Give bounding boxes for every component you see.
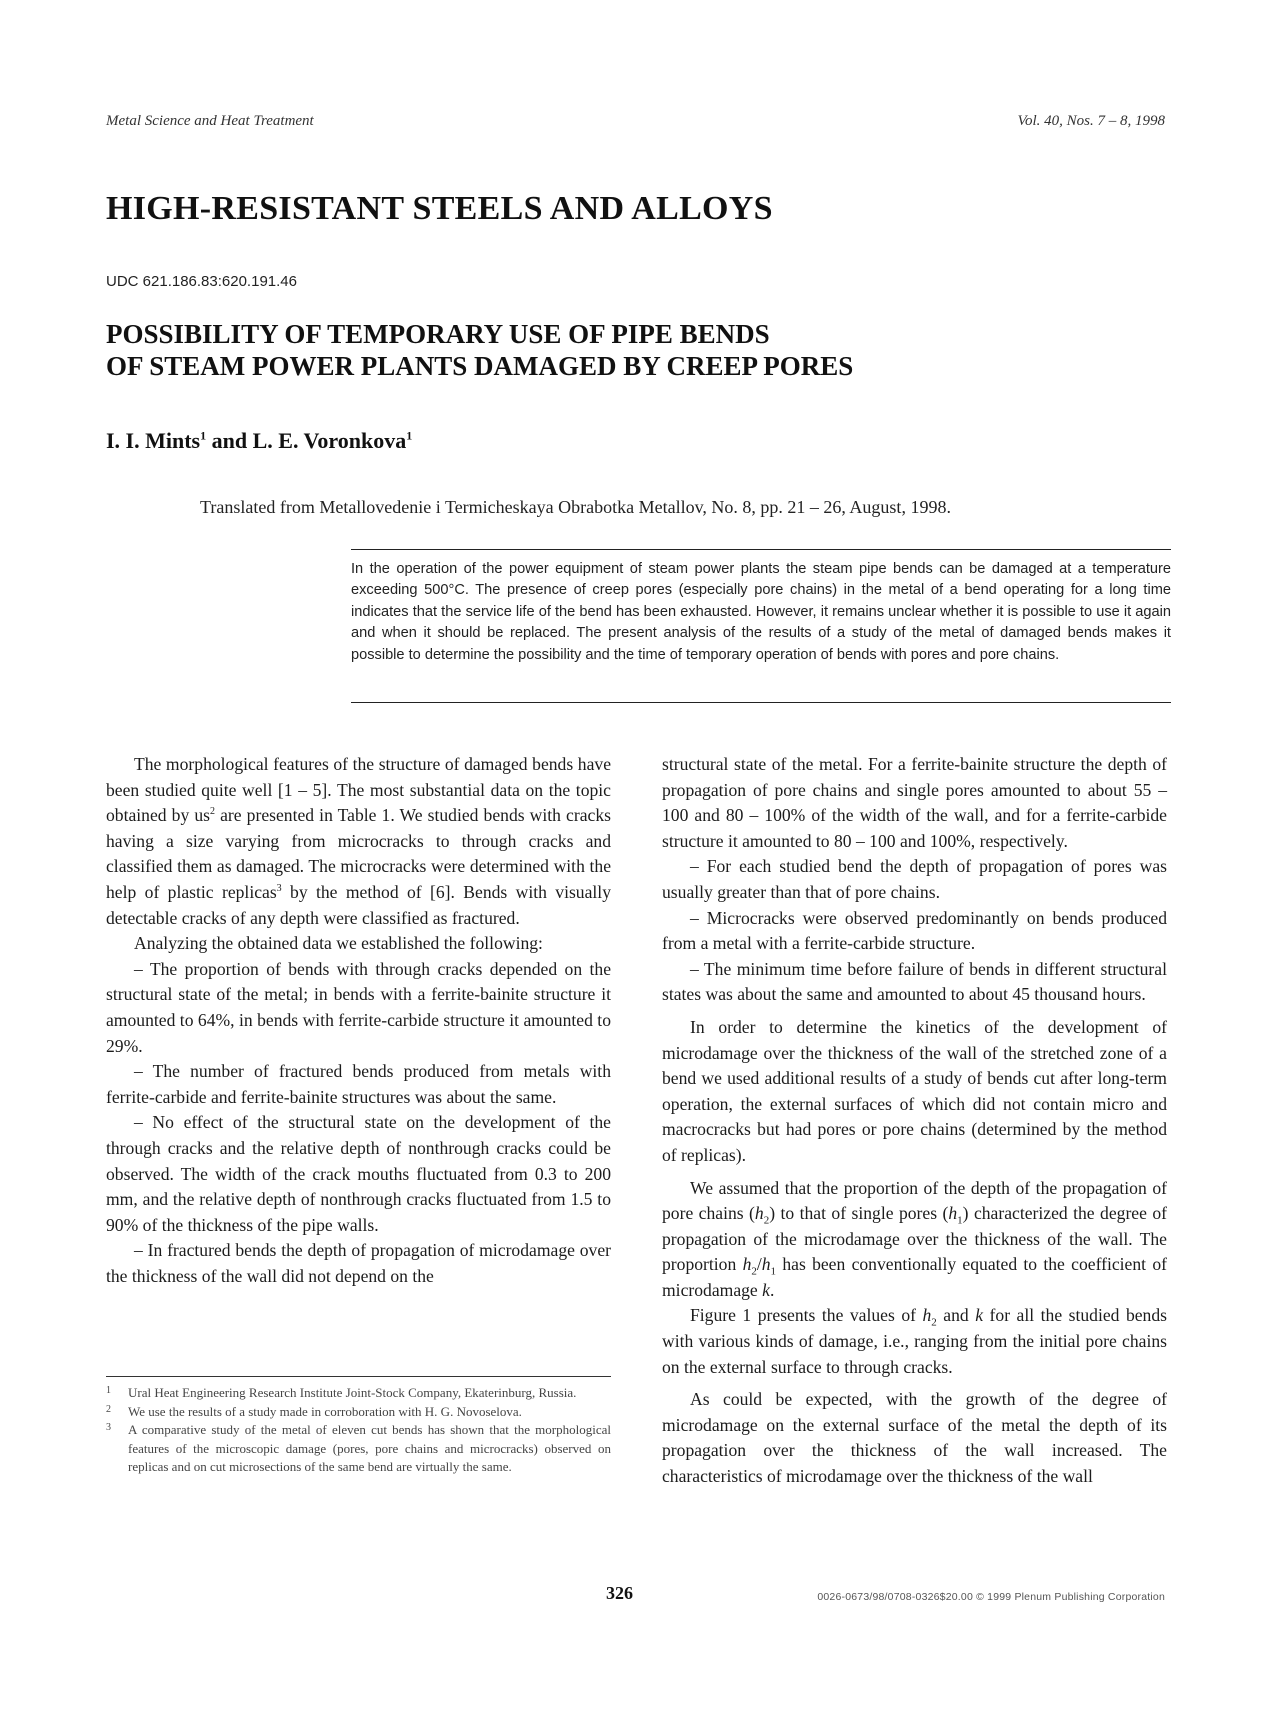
author-2: L. E. Voronkova [252, 428, 407, 453]
author-2-affiliation-mark: 1 [406, 428, 413, 443]
footnote-1-text: Ural Heat Engineering Research Institute Joint-Stock Company, Ekaterinburg, Russia. [128, 1385, 577, 1400]
left-p1-text-b: are presented in Table 1. We studied bends with cracks having a size varying from microcracks to through cracks and classified them as damaged. The microcracks were determined with the help of plastic replicas [106, 805, 611, 902]
footnotes [106, 1384, 611, 1477]
left-p1-text-a: The morphological features of the structure of damaged bends have been studied quite well [1 – 5]. The most substantial data on the topic obtained by us [106, 754, 611, 826]
volume-info: Vol. 40, Nos. 7 – 8, 1998 [1017, 113, 1165, 129]
right-paragraph-7 [662, 1303, 1167, 1380]
var-h1: h [948, 1203, 958, 1224]
ratio-h1: h [761, 1254, 771, 1275]
footnote-1 [106, 1384, 611, 1403]
journal-name: Metal Science and Heat Treatment [106, 113, 314, 129]
translation-note: Translated from Metallovedenie i Termicheskaya Obrabotka Metallov, No. 8, pp. 21 – 26, August, 1998. [200, 497, 951, 517]
right-paragraph-1: structural state of the metal. For a ferrite-bainite structure the depth of propagation of pore chains and single pores amounted to about 55 – 100 and 80 – 100% of the width of the wall, and for a ferrite-carbide structure it amounted to 80 – 100 and 100%, respectively. [662, 754, 1167, 851]
authors-conjunction: and [206, 428, 253, 453]
right-paragraph-3: – Microcracks were observed predominantly on bends produced from a metal with a ferrite-carbide structure. [662, 907, 1167, 954]
footnote-rule [106, 1376, 611, 1377]
title-line-2: OF STEAM POWER PLANTS DAMAGED BY CREEP PORES [106, 351, 854, 381]
ratio-h2: h [742, 1254, 752, 1275]
var-h2-subscript: 2 [763, 1214, 770, 1227]
authors [106, 428, 412, 454]
fig-var-h2: h [922, 1305, 932, 1326]
left-column [106, 752, 611, 1289]
fig-var-h2-subscript: 2 [931, 1316, 937, 1329]
copyright-line: 0026-0673/98/0708-0326$20.00 © 1999 Plenum Publishing Corporation [817, 1591, 1165, 1603]
right-p7-text-b: and [936, 1305, 976, 1326]
right-paragraph-4: – The minimum time before failure of bends in different structural states was about the same and amounted to about 45 thousand hours. [662, 958, 1167, 1005]
ratio-h1-subscript: 1 [770, 1265, 777, 1278]
footnote-1-mark: 1 [106, 1385, 111, 1396]
right-paragraph-8: As could be expected, with the growth of the degree of microdamage on the external surface of the metal the depth of its propagation over the thickness of the wall increased. The characteristics of microdamage over the thickness of the wall [662, 1389, 1167, 1487]
left-p1-text-c: by the method of [6]. Bends with visually detectable cracks of any depth were classified as fractured. [106, 881, 611, 928]
section-title: HIGH-RESISTANT STEELS AND ALLOYS [106, 190, 773, 227]
left-paragraph-2: Analyzing the obtained data we established the following: [134, 933, 543, 954]
footnote-ref-2: 2 [210, 806, 216, 818]
abstract-bottom-rule [351, 702, 1171, 703]
right-paragraph-5: In order to determine the kinetics of the development of microdamage over the thickness of the wall of the stretched zone of a bend we used additional results of a study of bends cut after long-term operation, the external surfaces of which did not contain micro and macrocracks but had pores or pore chains (determined by the method of replicas). [662, 1016, 1167, 1165]
footnote-3 [106, 1421, 611, 1477]
left-paragraph-1 [106, 752, 611, 931]
abstract-top-rule [351, 549, 1171, 550]
udc-code: UDC 621.186.83:620.191.46 [106, 273, 297, 290]
right-p7-text-c: for all the studied bends with various kinds of damage, i.e., ranging from the initial pore chains on the external surface to through cracks. [662, 1305, 1168, 1377]
right-paragraph-6 [662, 1176, 1167, 1304]
footnote-2-text: We use the results of a study made in corroboration with H. G. Novoselova. [128, 1403, 522, 1419]
footnote-3-mark: 3 [106, 1422, 111, 1433]
left-paragraph-3: – The proportion of bends with through cracks depended on the structural state of the metal; in bends with a ferrite-bainite structure it amounted to 64%, in bends with ferrite-carbide structure it amounted to 29%. [106, 958, 611, 1056]
footnote-2-mark: 2 [106, 1403, 111, 1415]
right-p6-text-b: ) to that of single pores ( [769, 1203, 949, 1224]
footnote-3-text: A comparative study of the metal of eleven cut bends has shown that the morphological features of the microscopic damage (pores, pore chains and microcracks) observed on replicas and on cut microsections of the same bend are virtually the same. [128, 1422, 611, 1474]
article-title [106, 318, 1166, 382]
right-paragraph-2: – For each studied bend the depth of propagation of pores was usually greater than that of pore chains. [662, 856, 1167, 902]
footnote-2 [106, 1403, 611, 1422]
abstract: In the operation of the power equipment of steam power plants the steam pipe bends can be damaged at a temperature exceeding 500°C. The presence of creep pores (especially pore chains) in the metal of a bend operating for a long time indicates that the service life of the bend has been exhausted. However, it remains unclear whether it is possible to use it again and when it should be replaced. The present analysis of the results of a study of the metal of damaged bends makes it possible to determine the possibility and the time of temporary operation of bends with pores and pore chains. [351, 561, 1171, 663]
footnote-ref-3: 3 [276, 883, 282, 895]
right-p6-text-a: We assumed that the proportion of the depth of the propagation of pore chains ( [662, 1177, 1167, 1224]
left-paragraph-4: – The number of fractured bends produced from metals with ferrite-carbide and ferrite-bainite structures was about the same. [106, 1061, 611, 1107]
ratio-h2-subscript: 2 [751, 1265, 757, 1278]
fig-var-k: k [975, 1305, 984, 1326]
right-p7-text-a: Figure 1 presents the values of [690, 1305, 923, 1326]
right-p6-text-d: has been conventionally equated to the coefficient of microdamage [662, 1254, 1167, 1300]
author-1-affiliation-mark: 1 [200, 428, 207, 443]
right-p6-period: . [769, 1279, 775, 1300]
ratio-slash: / [756, 1254, 762, 1275]
var-h2: h [754, 1203, 764, 1224]
author-1: I. I. Mints [106, 428, 201, 453]
left-paragraph-6: – In fractured bends the depth of propagation of microdamage over the thickness of the wall did not depend on the [106, 1240, 611, 1286]
right-column [662, 752, 1167, 1490]
left-paragraph-5: – No effect of the structural state on the development of the through cracks and the relative depth of nonthrough cracks could be observed. The width of the crack mouths fluctuated from 0.3 to 200 mm, and the relative depth of nonthrough cracks fluctuated from 1.5 to 90% of the thickness of the pipe walls. [106, 1112, 611, 1235]
var-h1-subscript: 1 [957, 1214, 963, 1227]
var-k: k [762, 1279, 770, 1300]
title-line-1: POSSIBILITY OF TEMPORARY USE OF PIPE BENDS [106, 319, 770, 349]
right-p6-text-c: ) characterized the degree of propagation of the microdamage over the thickness of the wall. The proportion [662, 1203, 1167, 1275]
page-number: 326 [606, 1583, 633, 1603]
